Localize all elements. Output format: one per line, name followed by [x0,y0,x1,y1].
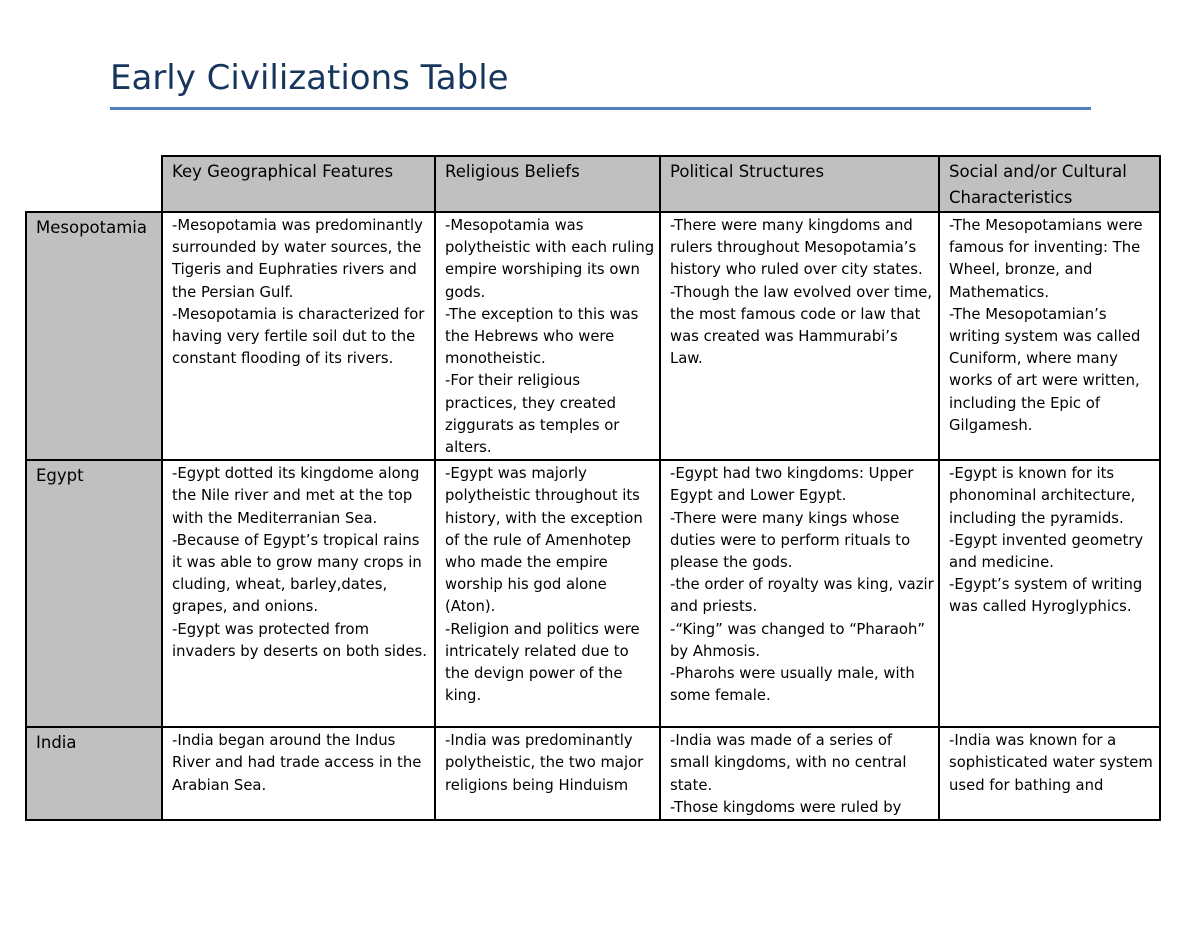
cell-text: -India began around the Indus River and had trade access in the Arabian Sea. [172,732,422,794]
column-header-geography: Key Geographical Features [162,156,435,212]
column-header-social-culture: Social and/or Cultural Characteristics [939,156,1160,212]
cell-text: -Mesopotamia was predominantly surrounded by water sources, the Tigeris and Euphraties rivers and the Persian Gulf. -Mesopotamia is characterized for having very fertile soil dut to the constant flooding of its rivers. [172,217,425,368]
civilizations-table [25,155,1161,821]
table-cell [162,727,435,820]
cell-text: -Egypt had two kingdoms: Upper Egypt and Lower Egypt. -There were many kings whose duties were to perform rituals to please the gods. -the order of royalty was king, vazir and priests. -“King” was changed to “Pharaoh” by Ahmosis. -Pharohs were usually male, with some female. [670,465,934,705]
cell-text: -Mesopotamia was polytheistic with each ruling empire worshiping its own gods. -The exception to this was the Hebrews who were monotheistic. -For their religious practices, they created ziggurats as temples or alters. [445,217,655,457]
table-cell [660,212,939,460]
table-cell [162,460,435,727]
row-label: Egypt [36,466,84,486]
table-cell [660,460,939,727]
cell-text: -Egypt dotted its kingdome along the Nile river and met at the top with the Mediterranian Sea. -Because of Egypt’s tropical rains it was able to grow many crops in cluding, wheat, barley,dates, grapes, and onions. -Egypt was protected from invaders by deserts on both sides. [172,465,427,660]
table-cell [660,727,939,820]
table-cell [435,727,660,820]
page-title: Early Civilizations Table [110,58,509,98]
row-header-india [26,727,162,820]
table-header-row [26,156,1160,212]
table-cell [939,460,1160,727]
table-cell [162,212,435,460]
table-cell [435,212,660,460]
table-row-egypt [26,460,1160,727]
cell-text: -India was made of a series of small kingdoms, with no central state. -Those kingdoms were ruled by [670,732,907,816]
table-row-india [26,727,1160,820]
cell-text: -There were many kingdoms and rulers throughout Mesopotamia’s history who ruled over city states. -Though the law evolved over time, the most famous code or law that was created was Hammurabi’s Law. [670,217,933,368]
row-label: India [36,733,77,753]
cell-text: -Egypt was majorly polytheistic throughout its history, with the exception of the rule of Amenhotep who made the empire worship his god alone (Aton). -Religion and politics were intricately related due to the devign power of the king. [445,465,643,705]
title-underline [110,107,1091,110]
cell-text: -India was predominantly polytheistic, the two major religions being Hinduism [445,732,644,794]
column-header-religion: Religious Beliefs [435,156,660,212]
table-row-mesopotamia [26,212,1160,460]
table-cell [939,212,1160,460]
row-header-egypt [26,460,162,727]
row-label: Mesopotamia [36,218,147,237]
row-header-mesopotamia [26,212,162,460]
table-cell [939,727,1160,820]
column-header-politics: Political Structures [660,156,939,212]
cell-text: -The Mesopotamians were famous for inventing: The Wheel, bronze, and Mathematics. -The Mesopotamian’s writing system was called Cuniform, where many works of art were written, including the Epic of Gilgamesh. [949,217,1143,434]
table-cell [435,460,660,727]
cell-text: -India was known for a sophisticated water system used for bathing and [949,732,1153,794]
table-corner-cell [26,156,162,212]
cell-text: -Egypt is known for its phonominal architecture, including the pyramids. -Egypt invented geometry and medicine. -Egypt’s system of writing was called Hyroglyphics. [949,465,1144,616]
